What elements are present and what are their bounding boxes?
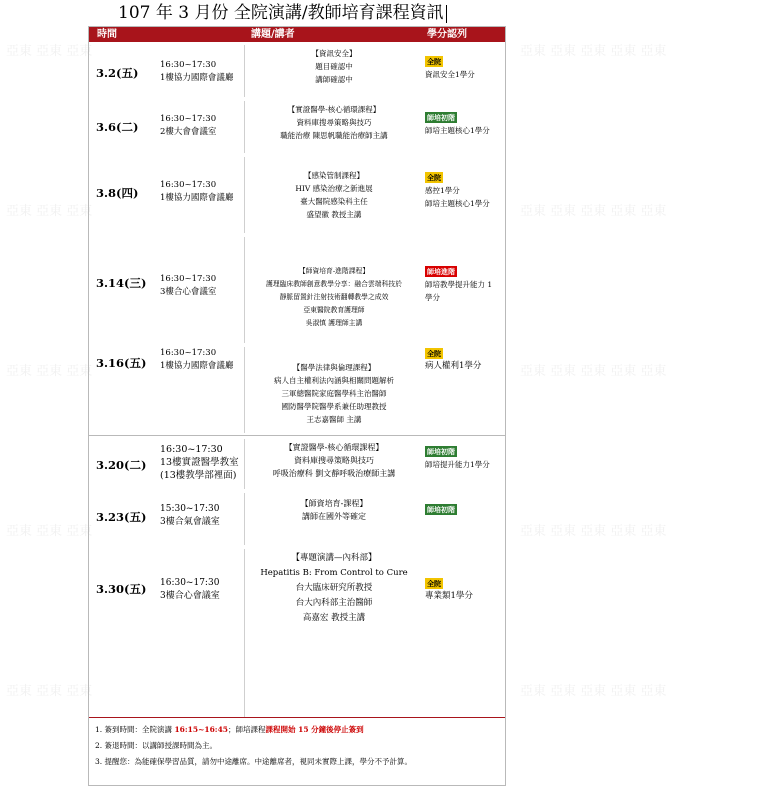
session-date: 3.8(四): [96, 186, 139, 200]
note-signin: 1. 簽到時間：全院演講 16:15~16:45；師培課程課程開始 15 分鐘後停止簽到: [95, 725, 364, 734]
table-header: [89, 27, 505, 42]
note-reminder: 3. 提醒您：為能確保學習品質，請勿中途離席。中途離席者，視同未實際上課，學分不予計算。: [95, 757, 413, 766]
credit-badge: 師培初階: [427, 113, 455, 122]
session-topic: 【醫學法律與倫理課程】 病人自主權利法內涵與相關問題解析 三軍總醫院家庭醫學科主治醫師 國防醫學院醫學系兼任助理教授 王志嘉醫師 主講: [274, 363, 394, 424]
session-topic: 【實證醫學-核心循環課程】 資料庫搜尋策略與技巧 呼吸治療科 劉文靜呼吸治療師主講: [272, 443, 396, 478]
session-time: 16:30~17:30 13樓實證醫學教室 (13樓教學部裡面): [160, 444, 239, 481]
session-topic: 【師資培育-進階課程】 護理臨床教師創意教學分享：融合雲端科技於 靜脈留置針注射技術翻轉教學之成效 亞東醫院教育護理師 吳淑慎 護理師主講: [266, 267, 402, 327]
credit-badge: 師培初階: [427, 505, 455, 514]
credit-badge: 全院: [427, 173, 441, 182]
session-topic: 【感染管制課程】 HIV 感染治療之新進展 臺大醫院感染科主任 盛望徽 教授主講: [295, 171, 373, 219]
session-credit: 全院 資訊安全1學分: [425, 57, 475, 79]
session-time: 16:30~17:30 1樓協力國際會議廳: [160, 180, 234, 203]
session-credit: 全院 病人權利1學分: [425, 349, 482, 371]
session-credit: 師培初階 師培主題核心1學分: [425, 113, 490, 135]
header-topic: 講題/講者: [251, 29, 295, 40]
note-signout: 2. 簽退時間：以講師授課時間為主。: [95, 741, 218, 750]
session-credit: 全院 感控1學分 師培主題核心1學分: [425, 173, 490, 208]
session-date: 3.23(五): [96, 510, 147, 524]
session-date: 3.16(五): [96, 356, 147, 370]
session-credit: 師培進階 師培教學提升能力 1 學分: [425, 267, 493, 302]
credit-badge: 師培初階: [427, 447, 455, 456]
session-credit: 全院 專業類1學分: [425, 579, 473, 601]
session-date: 3.20(二): [96, 458, 147, 472]
session-credit: [425, 503, 457, 516]
session-date: 3.14(三): [96, 276, 147, 290]
session-time: 15:30~17:30 3樓合氣會議室: [160, 504, 220, 527]
session-time: 16:30~17:30 2樓大會會議室: [160, 114, 217, 137]
session-topic: 【資訊安全】 題目確認中 講師確認中: [311, 49, 357, 84]
text-cursor: [446, 5, 447, 23]
header-time: 時間: [97, 29, 117, 40]
session-credit: 師培初階 師培提升能力1學分: [425, 447, 490, 469]
session-time: 16:30~17:30 1樓協力國際會議廳: [160, 60, 234, 83]
session-topic: 【師資培育-課程】 講師在國外等確定: [300, 499, 368, 521]
page-title: 107 年 3 月份 全院演講/教師培育課程資訊: [118, 2, 478, 24]
session-time: 16:30~17:30 3樓合心會議室: [160, 274, 217, 297]
credit-badge: 全院: [427, 349, 441, 358]
credit-badge: 師培進階: [427, 267, 455, 276]
credit-badge: 全院: [427, 579, 441, 588]
session-time: 16:30~17:30 1樓協力國際會議廳: [160, 348, 234, 371]
notes-section: [89, 717, 505, 786]
session-date: 3.2(五): [96, 66, 139, 80]
session-date: 3.30(五): [96, 582, 147, 596]
header-credit: 學分認列: [427, 29, 467, 40]
section-divider: [89, 435, 505, 436]
session-date: 3.6(二): [96, 120, 139, 134]
session-time: 16:30~17:30 3樓合心會議室: [160, 578, 220, 601]
session-topic: 【專題演講—內科部】 Hepatitis B: From Control to Cure 台大臨床研究所教授 台大內科部主治醫師 高嘉宏 教授主講: [260, 553, 408, 623]
session-topic: 【實證醫學-核心循環課程】 資料庫搜尋策略與技巧 職能治療 陳思帆職能治療師主講: [280, 105, 388, 140]
credit-badge: 全院: [427, 57, 441, 66]
schedule-table: [88, 26, 506, 786]
